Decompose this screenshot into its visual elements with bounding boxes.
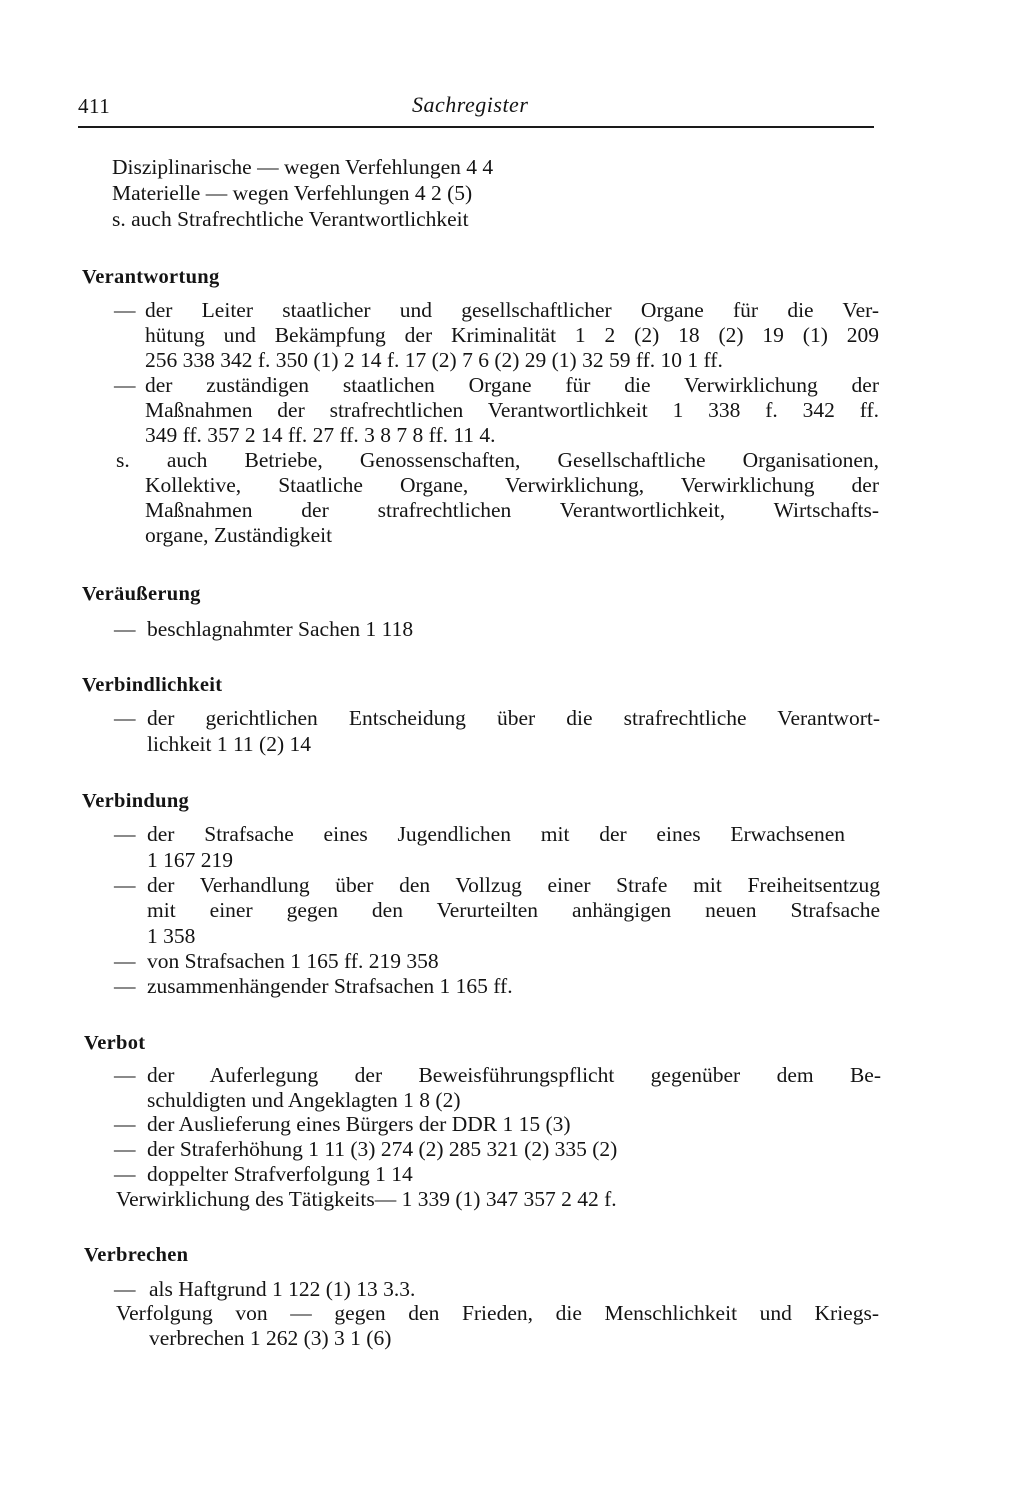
dash-marker: —	[114, 1137, 136, 1161]
index-line: 349 ff. 357 2 14 ff. 27 ff. 3 8 7 8 ff. 11 4.	[145, 423, 496, 447]
dash-marker: —	[114, 822, 136, 846]
dash-marker: —	[114, 617, 136, 641]
dash-marker: —	[114, 706, 136, 730]
index-line: der Straferhöhung 1 11 (3) 274 (2) 285 321 (2) 335 (2)	[147, 1137, 618, 1161]
index-line: 256 338 342 f. 350 (1) 2 14 f. 17 (2) 7 6 (2) 29 (1) 32 59 ff. 10 1 ff.	[145, 348, 723, 372]
index-line: Verfolgung von — gegen den Frieden, die Menschlichkeit und Kriegs-	[116, 1301, 879, 1325]
index-line: Verwirklichung des Tätigkeits— 1 339 (1) 347 357 2 42 f.	[116, 1187, 617, 1211]
index-line: der Verhandlung über den Vollzug einer Strafe mit Freiheitsentzug	[147, 873, 880, 897]
dash-marker: —	[114, 873, 136, 897]
dash-marker: —	[114, 1112, 136, 1136]
running-title: Sachregister	[412, 92, 529, 117]
index-line: 1 167 219	[147, 848, 233, 872]
index-heading: Verantwortung	[82, 266, 220, 288]
page-header	[78, 92, 874, 128]
index-line: der Auslieferung eines Bürgers der DDR 1 15 (3)	[147, 1112, 571, 1136]
dash-marker: —	[114, 1162, 136, 1186]
index-line: der gerichtlichen Entscheidung über die strafrechtliche Verantwort-	[147, 706, 880, 730]
index-line: s. auch Betriebe, Genossenschaften, Gesellschaftliche Organisationen,	[116, 448, 879, 472]
index-line: der Leiter staatlicher und gesellschaftlicher Organe für die Ver-	[145, 298, 879, 322]
index-heading: Verbindung	[82, 790, 190, 812]
page-number: 411	[78, 94, 111, 118]
index-line: lichkeit 1 11 (2) 14	[147, 732, 312, 756]
dash-marker: —	[114, 974, 136, 998]
index-line: zusammenhängender Strafsachen 1 165 ff.	[147, 974, 513, 998]
index-line: der zuständigen staatlichen Organe für die Verwirklichung der	[145, 373, 879, 397]
dash-marker: —	[114, 949, 136, 973]
index-line: Maßnahmen der strafrechtlichen Verantwortlichkeit 1 338 f. 342 ff.	[145, 398, 879, 422]
index-line: Maßnahmen der strafrechtlichen Verantwortlichkeit, Wirtschafts-	[145, 498, 879, 522]
index-heading: Verbrechen	[84, 1244, 189, 1266]
index-line: Materielle — wegen Verfehlungen 4 2 (5)	[112, 181, 473, 205]
dash-marker: —	[114, 1277, 136, 1301]
index-line: mit einer gegen den Verurteilten anhängigen neuen Strafsache	[147, 898, 880, 922]
dash-marker: —	[114, 373, 136, 397]
index-line: von Strafsachen 1 165 ff. 219 358	[147, 949, 439, 973]
index-line: der Auferlegung der Beweisführungspflicht gegenüber dem Be-	[147, 1063, 881, 1087]
index-line: beschlagnahmter Sachen 1 118	[147, 617, 414, 641]
index-heading: Verbindlichkeit	[82, 674, 223, 696]
index-line: als Haftgrund 1 122 (1) 13 3.3.	[149, 1277, 416, 1301]
index-line: 1 358	[147, 924, 196, 948]
index-line: organe, Zuständigkeit	[145, 523, 333, 547]
index-heading: Verbot	[84, 1032, 146, 1054]
index-line: hütung und Bekämpfung der Kriminalität 1 2 (2) 18 (2) 19 (1) 209	[145, 323, 879, 347]
dash-marker: —	[114, 1063, 136, 1087]
index-heading: Veräußerung	[82, 583, 201, 605]
dash-marker: —	[114, 298, 136, 322]
index-line: Kollektive, Staatliche Organe, Verwirklichung, Verwirklichung der	[145, 473, 879, 497]
index-line: schuldigten und Angeklagten 1 8 (2)	[147, 1088, 461, 1112]
index-line: verbrechen 1 262 (3) 3 1 (6)	[149, 1326, 392, 1350]
index-line: doppelter Strafverfolgung 1 14	[147, 1162, 413, 1186]
index-line: Disziplinarische — wegen Verfehlungen 4 4	[112, 155, 494, 179]
index-line: der Strafsache eines Jugendlichen mit der eines Erwachsenen	[147, 822, 845, 846]
index-line: s. auch Strafrechtliche Verantwortlichkeit	[112, 207, 469, 231]
